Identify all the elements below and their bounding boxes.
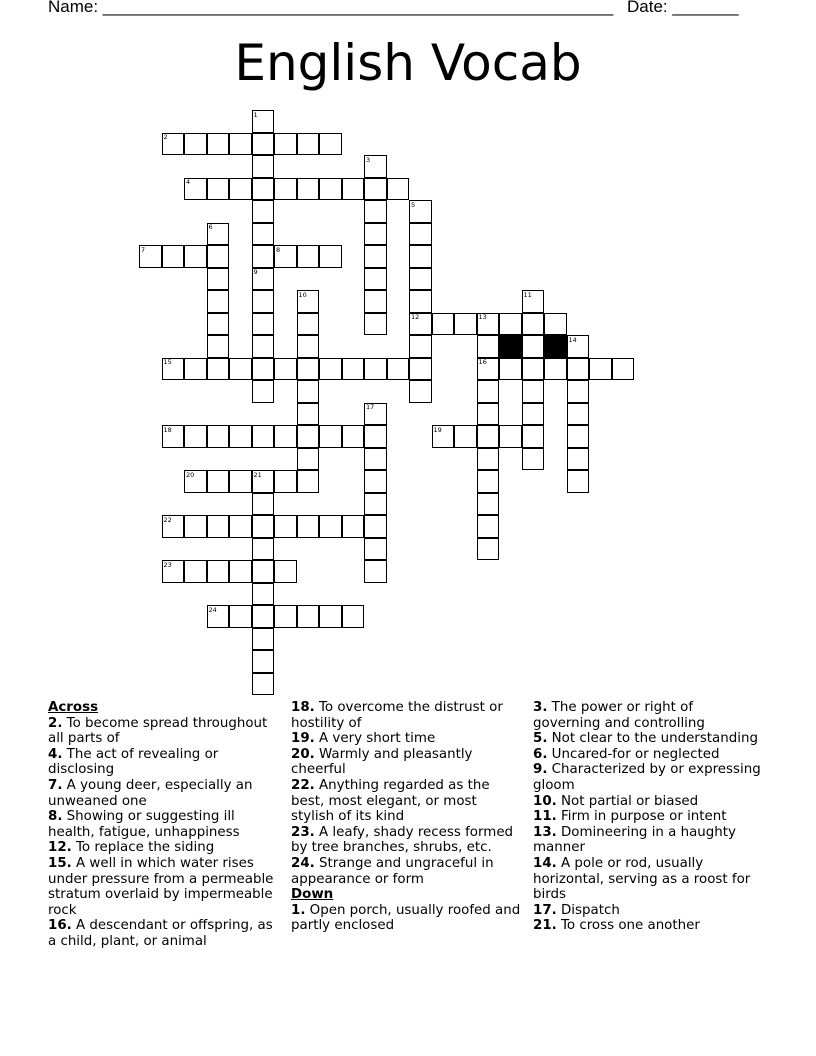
clue-number-7: 7 (141, 245, 146, 254)
clue-number-14: 14 (568, 335, 577, 344)
clue-8: 8. Showing or suggesting ill health, fatigue, unhappiness (48, 809, 240, 840)
grid-cell[interactable] (274, 133, 297, 156)
clue-number-1: 1 (253, 110, 258, 119)
clue-number-9: 9 (253, 268, 258, 276)
grid-cell[interactable] (252, 200, 275, 223)
grid-cell[interactable] (252, 628, 275, 651)
clue-13: 13. Domineering in a haughty manner (533, 824, 736, 856)
grid-cell[interactable] (184, 560, 207, 583)
grid-cell[interactable] (477, 335, 500, 358)
clue-7: 7. A young deer, especially an unweaned one (48, 777, 253, 809)
grid-cell[interactable] (342, 178, 365, 201)
grid-cell[interactable] (342, 515, 365, 538)
grid-cell[interactable] (319, 605, 342, 628)
grid-cell[interactable] (297, 605, 320, 628)
grid-cell[interactable] (207, 560, 230, 583)
black-square (544, 335, 567, 358)
grid-cell[interactable] (477, 515, 500, 538)
clue-number-18: 18 (163, 425, 172, 434)
grid-cell[interactable] (184, 245, 207, 268)
clue-15: 15. A well in which water rises under pressure from a permeable stratum overlaid by impermeable rock (48, 855, 274, 918)
grid-cell[interactable] (297, 178, 320, 201)
clue-24: 24. Strange and ungraceful in appearance or form (291, 855, 494, 887)
date-field: Date: _______ (627, 0, 739, 16)
grid-cell[interactable] (252, 380, 275, 403)
grid-cell[interactable] (522, 313, 545, 336)
grid-cell[interactable] (252, 178, 275, 201)
grid-cell[interactable] (207, 245, 230, 268)
clue-number-21: 21 (253, 470, 262, 479)
grid-cell[interactable] (589, 358, 612, 381)
clue-12: 12. To replace the siding (48, 840, 215, 856)
grid-cell[interactable] (387, 178, 410, 201)
grid-cell[interactable] (477, 448, 500, 471)
grid-cell[interactable] (252, 245, 275, 268)
grid-cell[interactable] (252, 673, 275, 696)
grid-cell[interactable] (184, 515, 207, 538)
grid-cell[interactable] (229, 178, 252, 201)
grid-cell[interactable] (252, 313, 275, 336)
clue-number-20: 20 (186, 470, 195, 479)
grid-cell[interactable] (319, 515, 342, 538)
grid-cell[interactable] (409, 380, 432, 403)
clue-column-3 (533, 700, 763, 934)
grid-cell[interactable] (252, 515, 275, 538)
grid-cell[interactable] (184, 358, 207, 381)
grid-cell[interactable] (409, 245, 432, 268)
grid-cell[interactable] (162, 245, 185, 268)
grid-cell[interactable] (252, 290, 275, 313)
grid-cell[interactable] (477, 380, 500, 403)
grid-cell[interactable] (207, 425, 230, 448)
grid-cell[interactable] (522, 403, 545, 426)
clue-23: 23. A leafy, shady recess formed by tree branches, shrubs, etc. (291, 824, 514, 856)
grid-cell[interactable] (229, 470, 252, 493)
grid-cell[interactable] (409, 358, 432, 381)
grid-cell[interactable] (364, 425, 387, 448)
grid-cell[interactable] (297, 133, 320, 156)
grid-cell[interactable] (364, 268, 387, 291)
grid-cell[interactable] (409, 223, 432, 246)
grid-cell[interactable] (342, 605, 365, 628)
down-heading: Down (291, 887, 334, 903)
grid-cell[interactable] (409, 335, 432, 358)
grid-cell[interactable] (274, 560, 297, 583)
grid-cell[interactable] (207, 133, 230, 156)
clue-column-2 (291, 700, 521, 934)
grid-cell[interactable] (364, 313, 387, 336)
grid-cell[interactable] (229, 605, 252, 628)
grid-cell[interactable] (319, 425, 342, 448)
grid-cell[interactable] (252, 358, 275, 381)
grid-cell[interactable] (319, 178, 342, 201)
clue-number-19: 19 (433, 425, 442, 434)
grid-cell[interactable] (274, 425, 297, 448)
grid-cell[interactable] (297, 313, 320, 336)
grid-cell[interactable] (252, 493, 275, 516)
grid-cell[interactable] (252, 133, 275, 156)
clue-22: 22. Anything regarded as the best, most elegant, or most stylish of its kind (291, 777, 490, 825)
grid-cell[interactable] (499, 358, 522, 381)
grid-cell[interactable] (477, 493, 500, 516)
grid-cell[interactable] (297, 515, 320, 538)
grid-cell[interactable] (567, 380, 590, 403)
grid-cell[interactable] (252, 223, 275, 246)
clue-4: 4. The act of revealing or disclosing (48, 746, 219, 778)
grid-cell[interactable] (499, 425, 522, 448)
black-square (499, 335, 522, 358)
grid-cell[interactable] (252, 605, 275, 628)
name-field: Name: ______________________________________________________ (48, 0, 614, 16)
grid-cell[interactable] (274, 470, 297, 493)
clue-number-2: 2 (163, 133, 168, 141)
grid-cell[interactable] (252, 335, 275, 358)
grid-cell[interactable] (252, 425, 275, 448)
grid-cell[interactable] (364, 538, 387, 561)
grid-cell[interactable] (544, 358, 567, 381)
clue-number-13: 13 (478, 313, 487, 321)
grid-cell[interactable] (297, 245, 320, 268)
clue-number-23: 23 (163, 560, 172, 569)
grid-cell[interactable] (229, 425, 252, 448)
clue-9: 9. Characterized by or expressing gloom (533, 762, 761, 793)
grid-cell[interactable] (364, 493, 387, 516)
grid-cell[interactable] (454, 425, 477, 448)
grid-cell[interactable] (522, 335, 545, 358)
grid-cell[interactable] (567, 448, 590, 471)
grid-cell[interactable] (274, 515, 297, 538)
grid-cell[interactable] (252, 650, 275, 673)
clue-number-8: 8 (276, 245, 281, 254)
grid-cell[interactable] (364, 200, 387, 223)
grid-cell[interactable] (364, 560, 387, 583)
puzzle-title: English Vocab (234, 34, 582, 92)
grid-cell[interactable] (319, 358, 342, 381)
clue-2: 2. To become spread throughout all parts of (48, 715, 268, 747)
grid-cell[interactable] (612, 358, 635, 381)
clue-11: 11. Firm in purpose or intent (533, 809, 727, 825)
grid-cell[interactable] (184, 425, 207, 448)
clue-1: 1. Open porch, usually roofed and partly enclosed (291, 902, 521, 934)
grid-cell[interactable] (364, 178, 387, 201)
grid-cell[interactable] (252, 538, 275, 561)
grid-cell[interactable] (364, 358, 387, 381)
grid-cell[interactable] (567, 470, 590, 493)
clue-number-5: 5 (411, 200, 416, 209)
grid-cell[interactable] (432, 313, 455, 336)
clue-16: 16. A descendant or offspring, as a child, plant, or animal (48, 918, 273, 949)
clue-21: 21. To cross one another (533, 918, 700, 934)
grid-cell[interactable] (274, 605, 297, 628)
clue-6: 6. Uncared-for or neglected (533, 746, 720, 762)
clue-number-10: 10 (298, 290, 307, 299)
clue-number-3: 3 (366, 155, 371, 164)
grid-cell[interactable] (409, 268, 432, 291)
clue-19: 19. A very short time (291, 731, 436, 747)
grid-cell[interactable] (522, 358, 545, 381)
clue-number-4: 4 (186, 178, 191, 186)
grid-cell[interactable] (567, 403, 590, 426)
grid-cell[interactable] (387, 358, 410, 381)
grid-cell[interactable] (477, 425, 500, 448)
grid-cell[interactable] (207, 268, 230, 291)
clue-number-17: 17 (366, 403, 375, 411)
grid-cell[interactable] (297, 448, 320, 471)
grid-cell[interactable] (207, 178, 230, 201)
grid-cell[interactable] (297, 470, 320, 493)
grid-cell[interactable] (297, 335, 320, 358)
grid-cell[interactable] (342, 358, 365, 381)
grid-cell[interactable] (319, 133, 342, 156)
clue-5: 5. Not clear to the understanding (533, 731, 758, 747)
grid-cell[interactable] (567, 358, 590, 381)
clue-column-1 (48, 700, 278, 950)
grid-cell[interactable] (567, 425, 590, 448)
grid-cell[interactable] (454, 313, 477, 336)
clue-10: 10. Not partial or biased (533, 793, 699, 809)
grid-cell[interactable] (252, 560, 275, 583)
grid-cell[interactable] (477, 470, 500, 493)
grid-cell[interactable] (477, 403, 500, 426)
grid-cell[interactable] (207, 358, 230, 381)
grid-cell[interactable] (297, 380, 320, 403)
clue-number-6: 6 (208, 223, 213, 231)
grid-cell[interactable] (297, 425, 320, 448)
grid-cell[interactable] (364, 245, 387, 268)
grid-cell[interactable] (342, 425, 365, 448)
grid-cell[interactable] (252, 583, 275, 606)
grid-cell[interactable] (229, 133, 252, 156)
across-heading: Across (48, 700, 99, 715)
grid-cell[interactable] (364, 223, 387, 246)
grid-cell[interactable] (207, 290, 230, 313)
grid-cell[interactable] (274, 178, 297, 201)
grid-cell[interactable] (364, 448, 387, 471)
grid-cell[interactable] (364, 290, 387, 313)
clue-number-16: 16 (478, 358, 487, 366)
grid-cell[interactable] (229, 515, 252, 538)
grid-cell[interactable] (229, 560, 252, 583)
grid-cell[interactable] (297, 403, 320, 426)
clue-3: 3. The power or right of governing and controlling (533, 700, 705, 731)
grid-cell[interactable] (499, 313, 522, 336)
grid-cell[interactable] (229, 358, 252, 381)
grid-cell[interactable] (184, 133, 207, 156)
grid-cell[interactable] (207, 515, 230, 538)
grid-cell[interactable] (544, 313, 567, 336)
clue-number-12: 12 (411, 313, 420, 321)
grid-cell[interactable] (522, 448, 545, 471)
clue-number-15: 15 (163, 358, 172, 366)
grid-cell[interactable] (409, 290, 432, 313)
clue-20: 20. Warmly and pleasantly cheerful (291, 746, 473, 778)
grid-cell[interactable] (207, 470, 230, 493)
clue-14: 14. A pole or rod, usually horizontal, serving as a roost for birds (533, 855, 751, 903)
grid-cell[interactable] (364, 470, 387, 493)
grid-cell[interactable] (274, 358, 297, 381)
clue-number-24: 24 (208, 605, 217, 614)
grid-cell[interactable] (522, 380, 545, 403)
grid-cell[interactable] (364, 515, 387, 538)
grid-cell[interactable] (252, 155, 275, 178)
grid-cell[interactable] (522, 425, 545, 448)
grid-cell[interactable] (207, 313, 230, 336)
clue-18: 18. To overcome the distrust or hostility of (291, 700, 503, 731)
clue-number-11: 11 (523, 290, 532, 299)
grid-cell[interactable] (297, 358, 320, 381)
clue-number-22: 22 (163, 515, 172, 524)
grid-cell[interactable] (207, 335, 230, 358)
clue-17: 17. Dispatch (533, 902, 620, 918)
grid-cell[interactable] (319, 245, 342, 268)
grid-cell[interactable] (477, 538, 500, 561)
